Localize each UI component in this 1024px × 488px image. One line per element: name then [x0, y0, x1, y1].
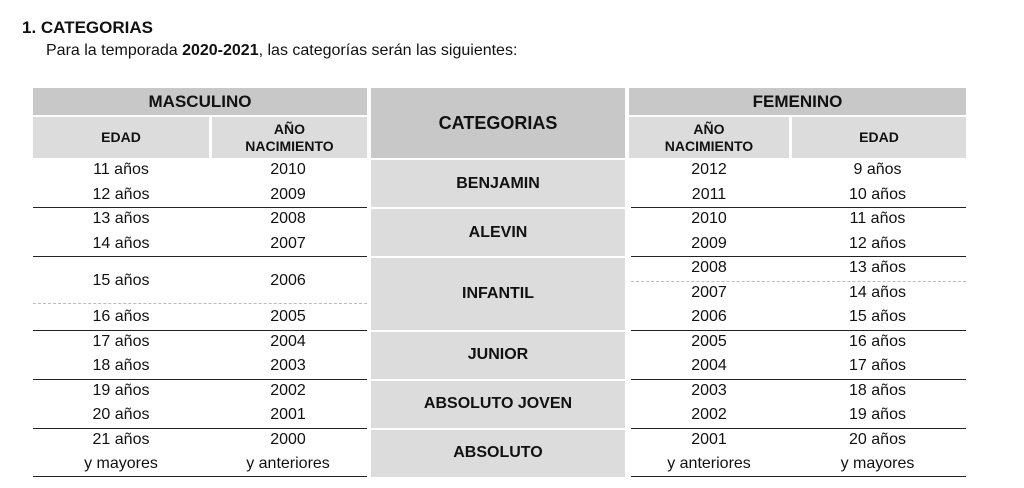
fem-edad-cell: 16 años	[849, 332, 906, 350]
fem-ano-cell: 2012	[691, 161, 727, 179]
fem-ano-cell: 2010	[691, 210, 727, 228]
masc-group-divider	[33, 256, 367, 257]
fem-edad-header: EDAD	[789, 115, 966, 158]
masc-ano-cell: 2008	[270, 210, 306, 228]
masc-ano-cell: 2001	[270, 406, 306, 424]
masc-edad-cell: 15 años	[92, 271, 150, 289]
masc-edad-cell: 13 años	[92, 210, 150, 228]
masc-group-divider	[33, 207, 367, 208]
intro-text: Para la temporada 2020-2021, las categorías serán las siguientes:	[46, 42, 518, 59]
masc-edad-cell: 20 años	[92, 406, 150, 424]
category-junior: JUNIOR	[371, 330, 625, 379]
categories-table	[33, 88, 966, 476]
fem-group-divider	[631, 379, 966, 380]
category-infantil: INFANTIL	[371, 256, 625, 330]
fem-ano-cell: y anteriores	[667, 455, 751, 473]
masc-ano-cell: 2010	[270, 161, 306, 179]
masc-edad-cell: 12 años	[92, 185, 150, 203]
category-alevin: ALEVIN	[371, 207, 625, 256]
masc-ano-cell: 2005	[270, 308, 306, 326]
fem-edad-cell: 10 años	[849, 185, 906, 203]
masc-row-divider	[33, 303, 367, 304]
masc-edad-cell: 17 años	[92, 332, 150, 350]
fem-ano-cell: 2009	[691, 234, 727, 252]
masc-ano-cell: 2007	[270, 234, 306, 252]
category-absoluto-joven: ABSOLUTO JOVEN	[371, 379, 625, 428]
masc-edad-cell: 14 años	[92, 234, 150, 252]
fem-edad-cell: 14 años	[849, 283, 906, 301]
masc-edad-cell: 21 años	[92, 430, 150, 448]
masc-group-divider	[33, 330, 367, 331]
fem-group-divider	[631, 428, 966, 429]
fem-edad-cell: y mayores	[840, 455, 915, 473]
fem-edad-cell: 13 años	[849, 259, 906, 277]
fem-ano-cell: 2002	[691, 406, 727, 424]
season-label: 2020-2021	[182, 42, 259, 59]
category-absoluto: ABSOLUTO	[371, 428, 625, 477]
masc-edad-cell: 11 años	[93, 161, 149, 179]
fem-group-divider	[631, 207, 966, 208]
fem-ano-header: AÑO NACIMIENTO	[629, 115, 789, 158]
masc-ano-header: AÑO NACIMIENTO	[209, 115, 367, 158]
section-heading: 1. CATEGORIAS	[22, 18, 153, 37]
fem-edad-cell: 15 años	[849, 308, 906, 326]
masc-edad-cell: y mayores	[84, 455, 158, 473]
masc-group-divider	[33, 379, 367, 380]
categorias-header: CATEGORIAS	[371, 88, 625, 158]
masc-ano-cell: 2003	[270, 357, 306, 375]
fem-ano-cell: 2008	[691, 259, 727, 277]
fem-ano-cell: 2011	[691, 185, 727, 203]
masc-edad-cell: 18 años	[92, 357, 150, 375]
fem-ano-cell: 2004	[691, 357, 727, 375]
fem-ano-cell: 2001	[691, 430, 727, 448]
category-benjamin: BENJAMIN	[371, 158, 625, 207]
fem-edad-cell: 12 años	[849, 234, 906, 252]
fem-edad-cell: 9 años	[853, 161, 902, 179]
fem-ano-cell: 2003	[691, 381, 727, 399]
fem-ano-cell: 2005	[691, 332, 727, 350]
masc-group-divider	[33, 428, 367, 429]
masc-edad-cell: 19 años	[92, 381, 150, 399]
fem-ano-cell: 2006	[691, 308, 727, 326]
masc-ano-cell: y anteriores	[246, 455, 330, 473]
masc-ano-cell: 2009	[270, 185, 306, 203]
masc-ano-cell: 2006	[270, 271, 306, 289]
fem-edad-cell: 19 años	[849, 406, 906, 424]
masc-ano-cell: 2004	[270, 332, 306, 350]
masc-edad-header: EDAD	[33, 115, 209, 158]
fem-edad-cell: 17 años	[849, 357, 906, 375]
masc-ano-cell: 2000	[270, 430, 306, 448]
fem-edad-cell: 11 años	[849, 210, 906, 228]
masc-ano-cell: 2002	[270, 381, 306, 399]
masculino-header: MASCULINO	[33, 88, 367, 115]
fem-group-divider	[631, 330, 966, 331]
fem-ano-cell: 2007	[691, 283, 727, 301]
fem-edad-cell: 20 años	[849, 430, 906, 448]
fem-group-divider	[631, 256, 966, 257]
fem-bottom-border	[631, 476, 966, 477]
fem-row-divider	[631, 281, 966, 282]
masc-bottom-border	[33, 476, 367, 477]
masc-edad-cell: 16 años	[92, 308, 150, 326]
femenino-header: FEMENINO	[629, 88, 966, 115]
fem-edad-cell: 18 años	[849, 381, 906, 399]
